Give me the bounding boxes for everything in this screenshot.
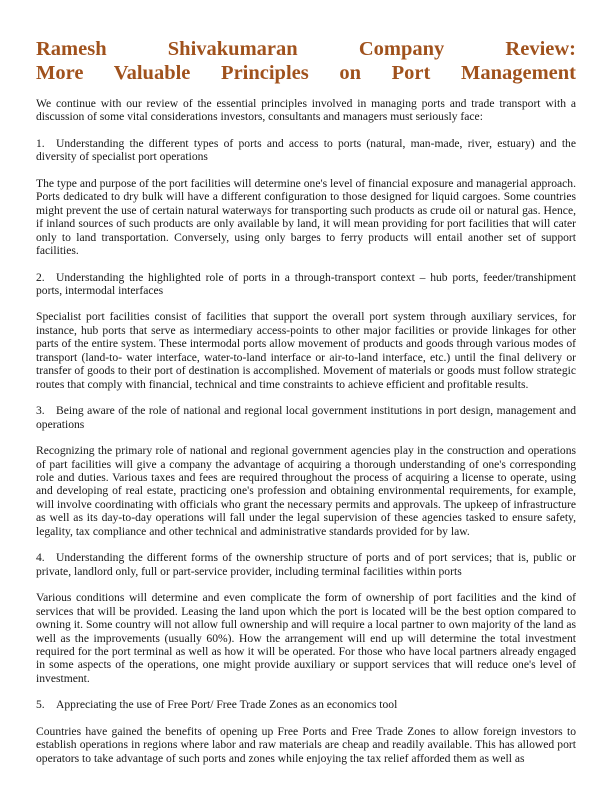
section-3-heading — [36, 404, 576, 431]
page-title — [36, 38, 576, 85]
section-4-number: 4. — [36, 551, 45, 565]
section-3-number: 3. — [36, 404, 45, 418]
section-3-heading-text: Being aware of the role of national and regional local government institutions in port design, management and operations — [36, 404, 576, 431]
section-5-heading — [36, 698, 576, 711]
section-5-heading-text: Appreciating the use of Free Port/ Free Trade Zones as an economics tool — [56, 698, 398, 712]
section-5 — [36, 698, 576, 765]
section-2-body: Specialist port facilities consist of facilities that support the overall port system through auxiliary services, for instance, hub ports that serve as intermediary access-points to other major facilities or provide linkages for other parts of the entire system. These intermodal ports allow movement of products and goods through various modes of transport (land-to- water interface, water-to-land interface or air-to-land interface, etc.) until the final delivery or transfer of goods to their port of destination is accomplished. Movement of materials or goods must follow strategic routes that comply with financial, technical and time constraints to achieve efficient and profitable results. — [36, 310, 576, 391]
section-2-number: 2. — [36, 270, 45, 284]
page-title-line-1: Ramesh Shivakumaran Company Review: — [36, 38, 576, 60]
section-1-number: 1. — [36, 136, 45, 150]
section-1-heading-text: Understanding the different types of ports and access to ports (natural, man-made, river, estuary) and the diversity of specialist port operations — [36, 136, 576, 164]
section-4-body: Various conditions will determine and even complicate the form of ownership of port facilities and the kind of services that will be provided. Leasing the land upon which the port is located will be the best option compared to owning it. Some country will not allow full ownership and will require a local partner to own majority of the land as well as the improvements (usually 60%). How the arrangement will end up will determine the total investment required for the port terminal as well as how it will be operated. For those who have local partners already engaged in some aspects of the operations, one might provide auxiliary or support services that will reduce one's level of investment. — [36, 591, 576, 685]
section-2-heading-text: Understanding the highlighted role of ports in a through-transport context – hub ports, feeder/transhipment ports, intermodal interfaces — [36, 270, 576, 297]
section-1-body: The type and purpose of the port facilities will determine one's level of financial exposure and managerial approach. Ports dedicated to dry bulk will have a different configuration to those designed for liquid cargoes. Some countries might prevent the use of certain natural waterways for transporting such products as crude oil or natural gas. Hence, if inland sources of such products are only available by land, it will mean providing for port facilities that will cater only to land transportation. Conversely, using only barges to ferry products will entail another set of support facilities. — [36, 176, 576, 258]
section-3-body: Recognizing the primary role of national and regional government agencies play in the construction and operations of part facilities will give a company the advantage of acquiring a thorough understanding of one's corresponding role and duties. Various taxes and fees are required throughout the process of acquiring a license to operate, using and developing of real estate, practicing one's profession and obtaining environmental requirements, for example, will involve coordinating with officials who grant the necessary permits and approvals. The upkeep of infrastructure as well as its day-to-day operations will fall under the legal supervision of these agencies tasked to ensure safety, legality, tax compliance and other technical and administrative standards provided for by law. — [36, 444, 576, 538]
section-4-heading — [36, 551, 576, 578]
intro-paragraph: We continue with our review of the essential principles involved in managing ports and trade transport with a discussion of some vital considerations investors, consultants and managers must seriously face: — [36, 97, 576, 124]
page-title-line-2: More Valuable Principles on Port Management — [36, 61, 576, 84]
section-3 — [36, 404, 576, 538]
section-2 — [36, 271, 576, 392]
section-1-heading — [36, 137, 576, 164]
section-4-heading-text: Understanding the different forms of the ownership structure of ports and of port services; that is, public or private, landlord only, full or part-service provider, including terminal facilities within ports — [36, 551, 576, 578]
section-1 — [36, 137, 576, 258]
section-5-body: Countries have gained the benefits of opening up Free Ports and Free Trade Zones to allow foreign investors to establish operations in regions where labor and raw materials are cheap and readily available. This has allowed port operators to take advantage of such ports and zones while enjoying the tax relief afforded them as well as — [36, 724, 576, 765]
section-5-number: 5. — [36, 698, 45, 712]
section-4 — [36, 551, 576, 685]
section-2-heading — [36, 271, 576, 298]
